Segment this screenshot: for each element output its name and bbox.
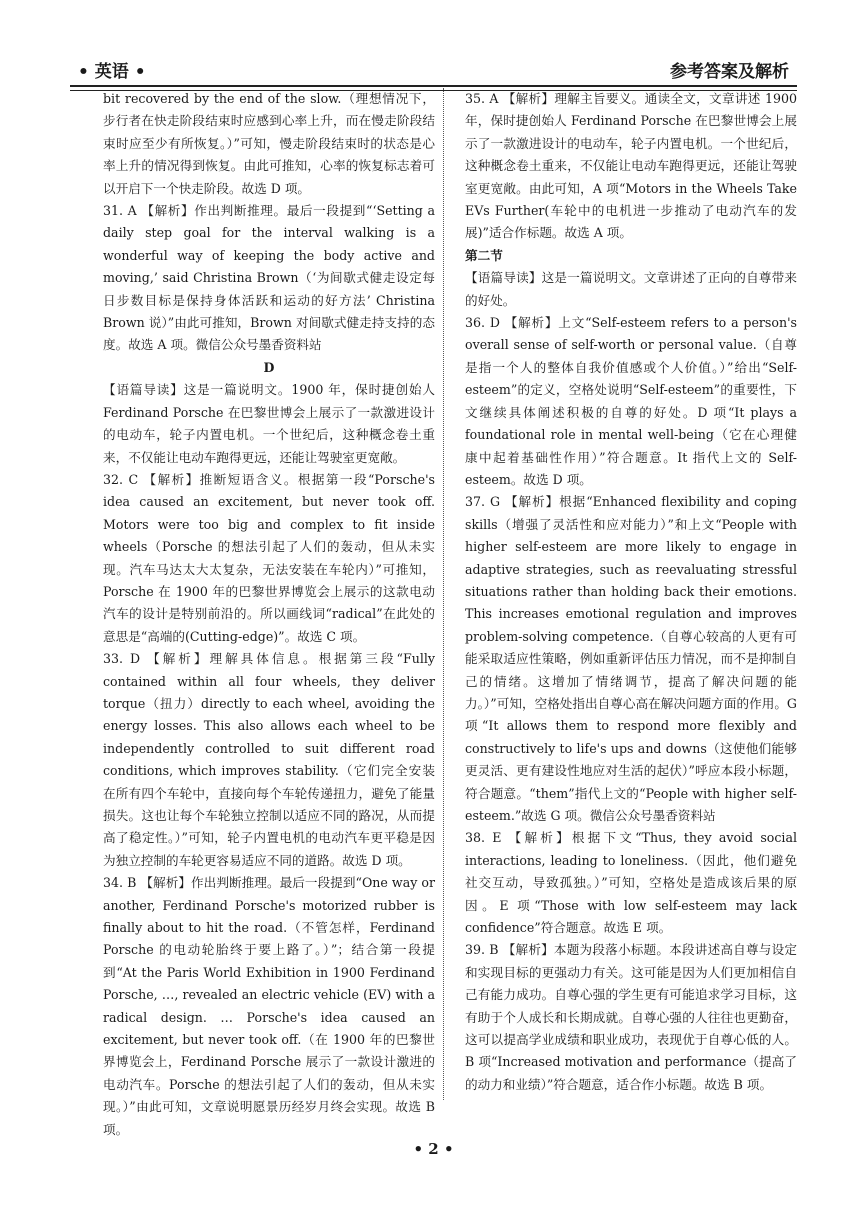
answer-34: 34. B 【解析】作出判断推理。最后一段提到“One way or another, Ferdinand Porsche's motorized rubber is finally about to hit the road.（不管怎样，Ferdinand Porsche 的电动轮胎终于要上路了。）”；结合第一段提到“At the Paris World Exhibition in 1900 Ferdinand Porsche, …, revealed an electric vehicle (EV) with a radical design. … Porsche's idea caused an excitement, but never took off.（在 1900 年的巴黎世界博览会上，Ferdinand Porsche 展示了一款设计激进的电动汽车。Porsche 的想法引起了人们的轰动，但从未实现。）”由此可知，文章说明愿景历经岁月终会实现。故选 B 项。 xyxy=(103,875,435,1137)
answer-32: 32. C 【解析】推断短语含义。根据第一段“Porsche's idea caused an excitement, but never took off. Motors were too big and complex to fit inside wheels（Porsche 的想法引起了人们的轰动，但从未实现。汽车马达太大太复杂，无法安装在车轮内）”可推知，Porsche 在 1900 年的巴黎世界博览会上展示的这款电动汽车的设计是特别前沿的。所以画线词“radical”在此处的意思是“高端的(Cutting-edge)”。故选 C 项。 xyxy=(103,471,435,644)
paragraph-continuation: bit recovered by the end of the slow.（理想情况下，步行者在快走阶段结束时应感到心率上升，而在慢走阶段结束时应至少有所恢复。）”可知，慢走阶段结束时的状态是心率上升的情况得到恢复。由此可推知，心率的恢复标志着可以开启下一个快走阶段。故选 D 项。 xyxy=(103,91,435,196)
page-number: • 2 • xyxy=(413,1140,454,1158)
left-column xyxy=(103,88,435,1141)
reading-guide-part-two: 【语篇导读】这是一篇说明文。文章讲述了正向的自尊带来的好处。 xyxy=(465,270,797,308)
section-title: 参考答案及解析 xyxy=(670,62,789,82)
answer-37: 37. G 【解析】根据“Enhanced flexibility and coping skills（增强了灵活性和应对能力）”和上文“People with higher self-esteem are more likely to engage in adaptive strategies, such as reevaluating stressful situations rather than holding back their emotions. This increases emotional regulation and improves problem-solving competence.（自尊心较高的人更有可能采取适应性策略，例如重新评估压力情况，而不是抑制自己的情绪。这增加了情绪调节，提高了解决问题的能力。）”可知，空格处指出自尊心高在解决问题方面的作用。G 项“It allows them to respond more flexibly and constructively to life's ups and downs（这使他们能够更灵活、更有建设性地应对生活的起伏）”呼应本段小标题，符合题意。“them”指代上文的“People with higher self-esteem.”故选 G 项。微信公众号墨香资料站 xyxy=(465,494,797,823)
reading-guide-d: 【语篇导读】这是一篇说明文。1900 年，保时捷创始人 Ferdinand Porsche 在巴黎世博会上展示了一款激进设计的电动车，轮子内置电机。一个世纪后，这种概念卷土重来，不仅能让电动车跑得更远，还能让驾驶室更宽敞。 xyxy=(103,382,435,465)
answer-38: 38. E 【解析】根据下文“Thus, they avoid social interactions, leading to loneliness.（因此，他们避免社交互动，导致孤独。）”可知，空格处是造成该后果的原因。E 项“Those with low self-esteem may lack confidence”符合题意。故选 E 项。 xyxy=(465,830,797,936)
part-two-heading: 第二节 xyxy=(465,247,503,263)
answer-31: 31. A 【解析】作出判断推理。最后一段提到“‘Setting a daily step goal for the interval walking is a wonderful way of keeping the body active and moving,’ said Christina Brown（‘为间歇式健走设定每日步数目标是保持身体活跃和运动的好方法’ Christina Brown 说）”由此可推知，Brown 对间歇式健走持支持的态度。故选 A 项。微信公众号墨香资料站 xyxy=(103,203,435,353)
answer-36: 36. D 【解析】上文“Self-esteem refers to a person's overall sense of self-worth or personal value.（自尊是指一个人的整体自我价值感或个人价值。）”给出“Self-esteem”的定义，空格处说明“Self-esteem”的重要性，下文继续具体阐述积极的自尊的好处。D 项“It plays a foundational role in mental well-being（它在心理健康中起着基础性作用）”符合题意。It 指代上文的 Self-esteem。故选 D 项。 xyxy=(465,315,797,487)
right-column xyxy=(465,88,797,1096)
answer-39: 39. B 【解析】本题为段落小标题。本段讲述高自尊与设定和实现目标的更强动力有关。这可能是因为人们更加相信自己有能力成功。自尊心强的学生更有可能追求学习目标，这有助于个人成长和长期成就。自尊心强的人往往也更勤奋，这可以提高学业成绩和职业成功，表现优于自尊心低的人。B 项“Increased motivation and performance（提高了的动力和业绩）”符合题意，适合作小标题。故选 B 项。 xyxy=(465,942,797,1092)
section-letter-d: D xyxy=(263,359,275,375)
answer-33: 33. D 【解析】理解具体信息。根据第三段“Fully contained within all four wheels, they deliver torque（扭力）directly to each wheel, avoiding the energy losses. This also allows each wheel to be independently controlled to suit different road conditions, which improves stability.（它们完全安装在所有四个车轮中，直接向每个车轮传递扭力，避免了能量损失。这也让每个车轮独立控制以适应不同的路况，从而提高了稳定性。）”可知，轮子内置电机的电动汽车更平稳是因为独立控制的车轮更容易适应不同的道路。故选 D 项。 xyxy=(103,651,435,868)
answer-35: 35. A 【解析】理解主旨要义。通读全文，文章讲述 1900 年，保时捷创始人 Ferdinand Porsche 在巴黎世博会上展示了一款激进设计的电动车，轮子内置电机。一个世纪后，这种概念卷土重来，不仅能让电动车跑得更远，还能让驾驶室更宽敞。由此可知，A 项“Motors in the Wheels Take EVs Further(车轮中的电机进一步推动了电动汽车的发展)”适合作标题。故选 A 项。 xyxy=(465,91,797,241)
column-divider xyxy=(443,88,444,1100)
subject-label: • 英语 • xyxy=(78,62,146,82)
page-header xyxy=(70,55,797,87)
